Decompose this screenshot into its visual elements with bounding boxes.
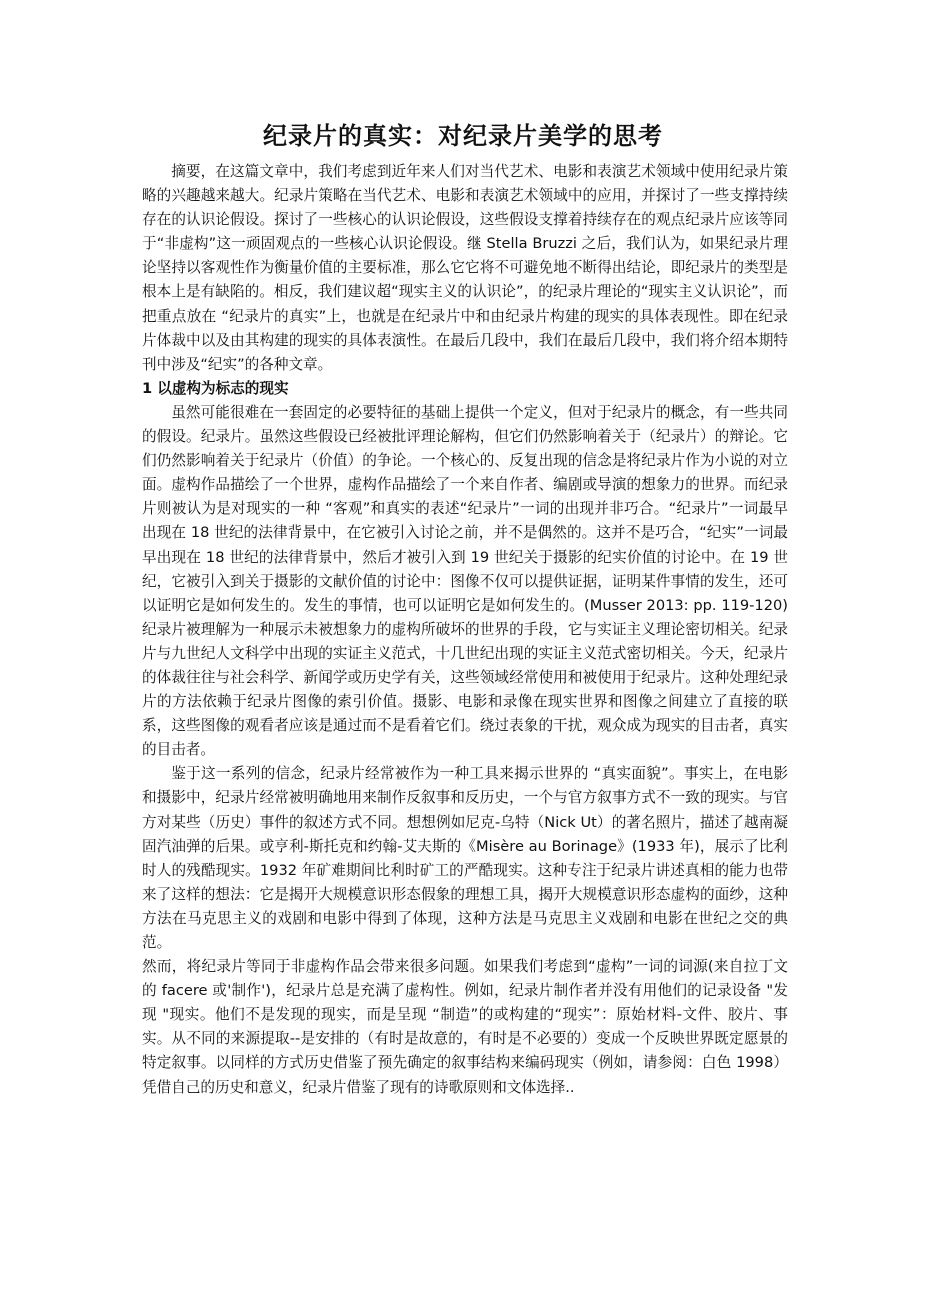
section-heading: 1 以虚构为标志的现实 [142,379,289,397]
document-body [142,160,788,1100]
body-paragraph-1: 虽然可能很难在一套固定的必要特征的基础上提供一个定义，但对于纪录片的概念，有一些共同的假设。纪录片。虽然这些假设已经被批评理论解构，但它们仍然影响着关于（纪录片）的辩论。它们仍然影响着关于纪录片（价值）的争论。一个核心的、反复出现的信念是将纪录片作为小说的对立面。虚构作品描绘了一个世界，虚构作品描绘了一个来自作者、编剧或导演的想象力的世界。而纪录片则被认为是对现实的一种 “客观”和真实的表述“纪录片”一词的出现并非巧合。“纪录片”一词最早出现在 18 世纪的法律背景中，在它被引入讨论之前，并不是偶然的。这并不是巧合，“纪实”一词最早出现在 18 世纪的法律背景中，然后才被引入到 19 世纪关于摄影的纪实价值的讨论中。在 19 世纪，它被引入到关于摄影的文献价值的讨论中：图像不仅可以提供证据，证明某件事情的发生，还可以证明它是如何发生的。发生的事情，也可以证明它是如何发生的。(Musser 2013: pp. 119-120) 纪录片被理解为一种展示未被想象力的虚构所破坏的世界的手段，它与实证主义理论密切相关。纪录片与九世纪人文科学中出现的实证主义范式，十几世纪出现的实证主义范式密切相关。今天，纪录片的体裁往往与社会科学、新闻学或历史学有关，这些领域经常使用和被使用于纪录片。这种处理纪录片的方法依赖于纪录片图像的索引价值。摄影、电影和录像在现实世界和图像之间建立了直接的联系，这些图像的观看者应该是通过而不是看着它们。绕过表象的干扰，观众成为现实的目击者，真实的目击者。 [142,403,788,759]
document-title: 纪录片的真实：对纪录片美学的思考 [263,122,663,150]
body-paragraph-3: 然而，将纪录片等同于非虚构作品会带来很多问题。如果我们考虑到“虚构”一词的词源(来自拉丁文的 facere 或'制作')，纪录片总是充满了虚构性。例如，纪录片制作者并没有用他们的记录设备 "发现 "现实。他们不是发现的现实，而是呈现 “制造”的或构建的“现实”：原始材料-文件、胶片、事实。从不同的来源提取--是安排的（有时是故意的，有时是不必要的）变成一个反映世界既定愿景的特定叙事。以同样的方式历史借鉴了预先确定的叙事结构来编码现实（例如，请参阅：白色 1998）凭借自己的历史和意义，纪录片借鉴了现有的诗歌原则和文体选择.. [142,958,788,1096]
abstract-paragraph: 摘要，在这篇文章中，我们考虑到近年来人们对当代艺术、电影和表演艺术领域中使用纪录片策略的兴趣越来越大。纪录片策略在当代艺术、电影和表演艺术领域中的应用，并探讨了一些支撑持续存在的认识论假设。探讨了一些核心的认识论假设，这些假设支撑着持续存在的观点纪录片应该等同于“非虚构”这一顽固观点的一些核心认识论假设。继 Stella Bruzzi 之后，我们认为，如果纪录片理论坚持以客观性作为衡量价值的主要标准，那么它它将不可避免地不断得出结论，即纪录片的类型是根本上是有缺陷的。相反，我们建议超“现实主义的认识论”，的纪录片理论的“现实主义认识论”，而把重点放在 “纪录片的真实”上，也就是在纪录片中和由纪录片构建的现实的具体表现性。即在纪录片体裁中以及由其构建的现实的具体表演性。在最后几段中，我们在最后几段中，我们将介绍本期特刊中涉及“纪实”的各种文章。 [142,163,788,373]
body-paragraph-2: 鉴于这一系列的信念，纪录片经常被作为一种工具来揭示世界的 “真实面貌”。事实上，在电影和摄影中，纪录片经常被明确地用来制作反叙事和反历史，一个与官方叙事方式不一致的现实。与官方对某些（历史）事件的叙述方式不同。想想例如尼克-乌特（Nick Ut）的著名照片，描述了越南凝固汽油弹的后果。或亨利-斯托克和约翰-艾夫斯的《Misère au Borinage》(1933 年)，展示了比利时人的残酷现实。1932 年矿难期间比利时矿工的严酷现实。这种专注于纪录片讲述真相的能力也带来了这样的想法：它是揭开大规模意识形态假象的理想工具，揭开大规模意识形态虚构的面纱，这种方法在马克思主义的戏剧和电影中得到了体现，这种方法是马克思主义戏剧和电影在世纪之交的典范。 [142,765,788,951]
